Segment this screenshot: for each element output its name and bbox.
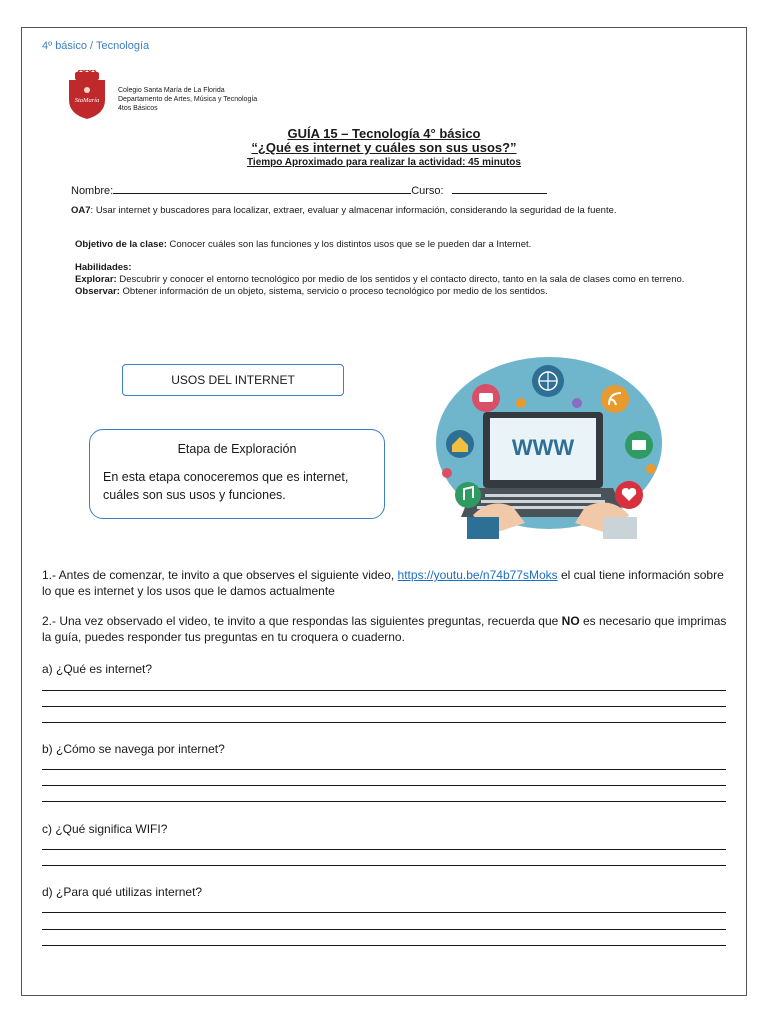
instruction-step-2 — [42, 613, 732, 645]
skill-observe — [75, 286, 695, 298]
skills-section — [75, 262, 695, 298]
school-department: Departamento de Artes, Música y Tecnología — [118, 96, 258, 103]
question-a: a) ¿Qué es internet? — [42, 662, 153, 676]
step2-emphasis: NO — [561, 614, 580, 628]
observe-text: Obtener información de un objeto, sistema, servicio o proceso tecnológico por medio de los sentidos. — [119, 286, 548, 297]
answer-line[interactable] — [42, 706, 726, 707]
answer-line[interactable] — [42, 865, 726, 866]
course-tag: 4º básico / Tecnología — [42, 40, 150, 52]
school-info — [118, 86, 257, 113]
answer-line[interactable] — [42, 801, 726, 802]
student-fields — [71, 183, 547, 197]
name-label: Nombre: — [71, 185, 114, 197]
course-field[interactable] — [452, 183, 547, 194]
oa7-text: : Usar internet y buscadores para localizar, extraer, evaluar y almacenar información, considerando la seguridad de la fuente. — [90, 205, 617, 216]
guide-title: GUÍA 15 – Tecnología 4° básico — [287, 126, 481, 141]
answer-line[interactable] — [42, 769, 726, 770]
school-name: Colegio Santa María de La Florida — [118, 87, 225, 94]
logo-text: StaMaría — [74, 97, 100, 104]
www-text: WWW — [511, 435, 575, 460]
course-label: Curso: — [411, 185, 444, 197]
internet-illustration — [433, 357, 669, 547]
music-icon — [455, 482, 481, 508]
objective-label: Objetivo de la clase: — [75, 239, 167, 250]
step1-text: 1.- Antes de comenzar, te invito a que observes el siguiente video, — [42, 568, 398, 582]
answer-line[interactable] — [42, 690, 726, 691]
explore-label: Explorar: — [75, 274, 117, 285]
school-level: 4tos Básicos — [118, 105, 158, 112]
exploration-title: Etapa de Exploración — [177, 442, 297, 456]
answer-line[interactable] — [42, 945, 726, 946]
skill-explore — [75, 274, 695, 286]
oa7-label: OA7 — [71, 205, 91, 216]
time-estimate: Tiempo Aproximado para realizar la actividad: 45 minutos — [247, 157, 521, 168]
instruction-step-1 — [42, 567, 732, 599]
answer-line[interactable] — [42, 929, 726, 930]
objective-paragraph — [75, 239, 695, 251]
answer-line[interactable] — [42, 722, 726, 723]
exploration-text: En esta etapa conoceremos que es internet, cuáles son sus usos y funciones. — [103, 470, 349, 502]
question-b: b) ¿Cómo se navega por internet? — [42, 742, 225, 756]
usos-title-box: USOS DEL INTERNET — [122, 364, 344, 396]
objective-text: Conocer cuáles son las funciones y los distintos usos que se le pueden dar a Internet. — [166, 239, 532, 250]
step1-text-after: el cual tiene información sobre lo que es internet y los usos que le damos actualmente — [42, 568, 724, 598]
answer-line[interactable] — [42, 785, 726, 786]
oa7-paragraph — [71, 205, 696, 217]
guide-question: “¿Qué es internet y cuáles son sus usos?” — [251, 140, 517, 155]
question-c: c) ¿Qué significa WIFI? — [42, 822, 168, 836]
name-field[interactable] — [113, 183, 411, 194]
video-link[interactable]: https://youtu.be/n74b77sMoks — [397, 568, 558, 582]
explore-text: Descubrir y conocer el entorno tecnológico por medio de los sentidos y el contacto directo, tanto en la sala de clases como en terreno. — [116, 274, 685, 285]
observe-label: Observar: — [75, 286, 120, 297]
rss-icon — [601, 385, 629, 413]
answer-line[interactable] — [42, 849, 726, 850]
skills-heading: Habilidades: — [75, 262, 132, 273]
question-d: d) ¿Para qué utilizas internet? — [42, 885, 203, 899]
exploration-stage-box — [89, 429, 385, 519]
school-logo — [66, 70, 108, 120]
answer-line[interactable] — [42, 912, 726, 913]
step2-text-after: es necesario que imprimas la guía, puedes responder tus preguntas en tu croquera o cuaderno. — [42, 614, 727, 644]
step2-text: 2.- Una vez observado el video, te invito a que respondas las siguientes preguntas, recuerda que — [42, 614, 562, 628]
